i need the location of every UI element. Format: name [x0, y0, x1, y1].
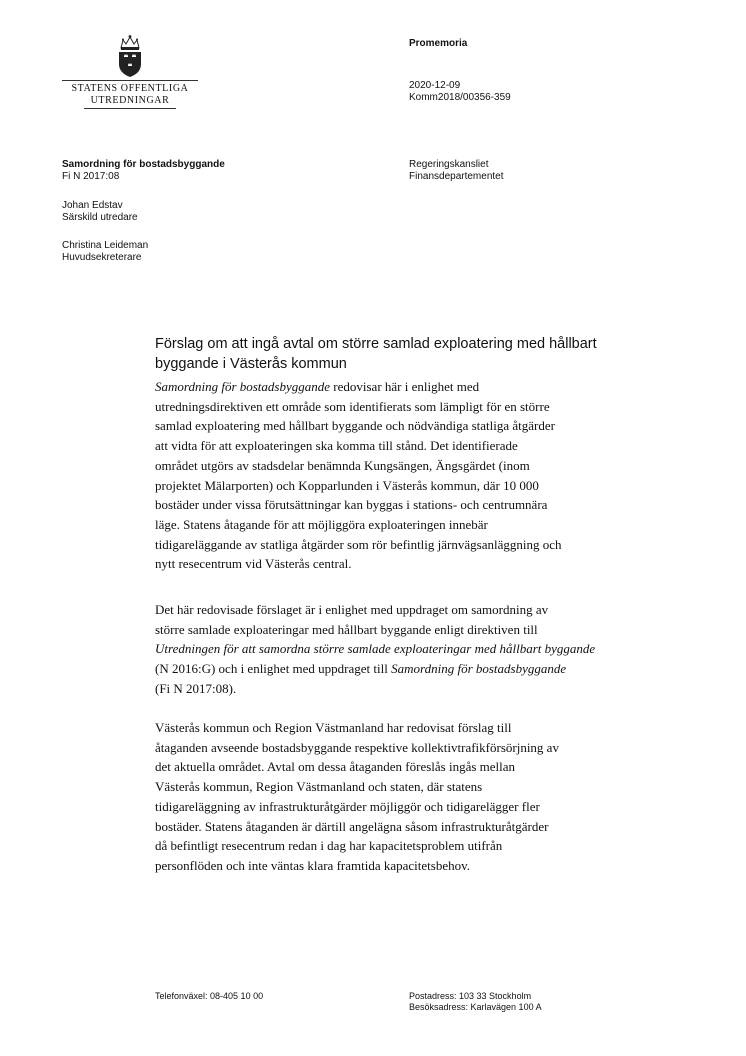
- logo-rule-top: [62, 80, 198, 81]
- recipient-line1: Regeringskansliet: [409, 159, 489, 170]
- p2-line: [155, 639, 635, 659]
- recipient-line2: Finansdepartementet: [409, 171, 504, 182]
- crown-shield-emblem: [115, 34, 145, 78]
- p2-line: (N 2016:G) och i enlighet med uppdraget till Samordning för bostadsbyggande: [155, 661, 567, 677]
- logo-line2: UTREDNINGAR: [90, 95, 170, 106]
- p2-line: större samlade exploateringar med hållbart byggande enligt direktiven till: [155, 621, 538, 637]
- p3-line: Västerås kommun och Region Västmanland har redovisat förslag till: [155, 720, 512, 735]
- p3-line: då befintligt resecentrum redan i dag har kapacitetsproblem utifrån: [155, 838, 503, 854]
- logo: [62, 34, 198, 120]
- memo-title-line1: Förslag om att ingå avtal om större samlad exploatering med hållbart: [155, 336, 597, 352]
- p1-line: att vidta för att exploateringen ska komma till stånd. Det identifierade: [155, 438, 518, 454]
- logo-line1: STATENS OFFENTLIGA: [71, 83, 189, 94]
- p3-line: Västerås kommun, Region Västmanland och staten, där statens: [155, 779, 483, 795]
- p1-italic-name: Samordning för bostadsbyggande: [155, 379, 331, 394]
- body-paragraph-3: [155, 718, 635, 876]
- p1-line: utredningsdirektiven ett område som identifierats som lämpligt för en större: [155, 398, 550, 414]
- p3-line: det aktuella området. Avtal om dessa åtaganden föreslås ingås mellan: [155, 759, 516, 775]
- logo-rule-bottom: [84, 108, 176, 109]
- p2-line: Det här redovisade förslaget är i enlighet med uppdraget om samordning av: [155, 602, 549, 617]
- footer-phone: Telefonväxel: 08-405 10 00: [155, 991, 264, 1001]
- sender-org-code: Fi N 2017:08: [62, 171, 120, 182]
- p2-italic-samordning: Samordning för bostadsbyggande: [391, 661, 567, 677]
- p1-line: projektet Mälarporten) och Kopparlunden i Västerås kommun, där 10 000: [155, 477, 539, 493]
- person2-title: Huvudsekreterare: [62, 252, 142, 263]
- p1-line: bostäder under vissa förutsättningar kan byggas i stations- och centrumnära: [155, 497, 548, 513]
- p3-line: tidigareläggning av infrastrukturåtgärder möjliggör och tidigarelägger fler: [155, 798, 540, 814]
- p1-line: läge. Statens åtagande för att möjliggöra exploateringen innebär: [155, 516, 488, 532]
- person1-name: Johan Edstav: [62, 200, 123, 211]
- doc-date: 2020-12-09: [409, 80, 461, 91]
- p1-line: Samordning för bostadsbyggande redovisar här i enlighet med: [155, 379, 480, 394]
- sender-org: Samordning för bostadsbyggande: [62, 159, 225, 170]
- footer-postal-address: Postadress: 103 33 Stockholm: [409, 991, 532, 1001]
- body-paragraph-2: [155, 600, 635, 699]
- person2-name: Christina Leideman: [62, 240, 149, 251]
- p2-line: (Fi N 2017:08).: [155, 680, 237, 696]
- footer-visit-address: Besöksadress: Karlavägen 100 A: [409, 1002, 542, 1012]
- memo-title-line2: byggande i Västerås kommun: [155, 356, 347, 372]
- p1-line: området utgörs av stadsdelar benämnda Kungsängen, Ängsgärdet (inom: [155, 457, 530, 473]
- body-paragraph-1: [155, 377, 635, 574]
- p1-line: samlad exploatering med hållbart byggande och nödvändiga statliga åtgärder: [155, 418, 555, 434]
- p1-line: tidigareläggande av statliga åtgärder som rör befintlig järnvägsanläggning och: [155, 536, 562, 552]
- p1-line: nytt resecentrum vid Västerås central.: [155, 556, 352, 572]
- person1-title: Särskild utredare: [62, 212, 138, 223]
- p2-italic-utredning: Utredningen för att samordna större samlade exploateringar med hållbart byggande: [155, 641, 596, 657]
- p3-line: bostäder. Statens åtaganden är därtill angelägna såsom infrastrukturåtgärder: [155, 818, 549, 834]
- doc-reference: Komm2018/00356-359: [409, 92, 511, 103]
- p3-line: åtaganden avseende bostadsbyggande respektive kollektivtrafikförsörjning av: [155, 739, 559, 755]
- doc-type: Promemoria: [409, 38, 468, 49]
- p3-line: personflöden och inte väntas klara framtida kapacitetsbehov.: [155, 857, 471, 873]
- memo-title: [155, 334, 635, 374]
